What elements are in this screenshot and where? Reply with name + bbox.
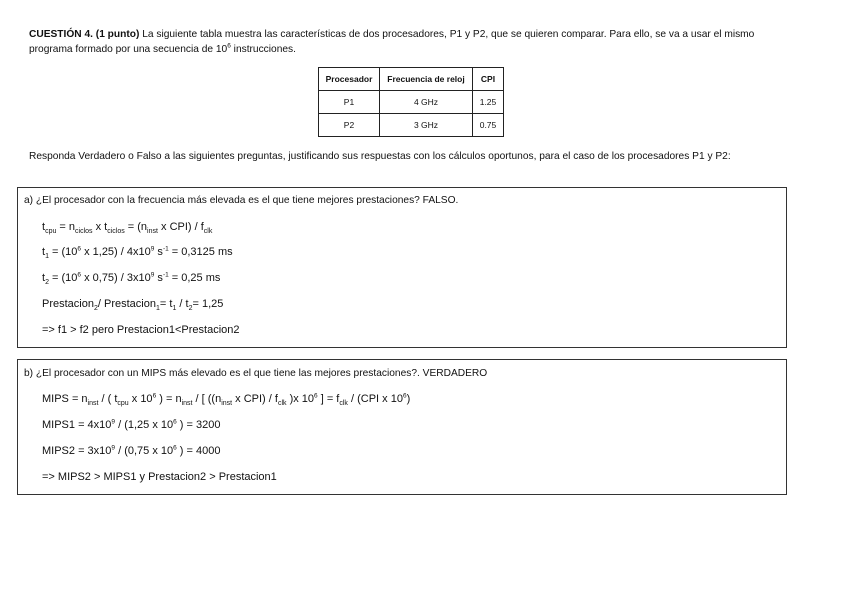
- question-intro: [29, 27, 795, 57]
- table-row: [319, 114, 504, 137]
- answer-a-question: a) ¿El procesador con la frecuencia más elevada es el que tiene mejores prestaciones? FALSO.: [24, 195, 459, 206]
- header-procesador: Procesador: [319, 68, 380, 91]
- answer-b-line-3: MIPS2 = $3x10^9 / (0,75$ x $10^6$ ) = 4000: [42, 444, 221, 457]
- answer-a-conclusion: => f1 > f2 pero Prestacion1<Prestacion2: [42, 324, 240, 336]
- cell-p2-name: P2: [319, 114, 380, 137]
- answer-b-line-1: MIPS = $n_{inst}$ / ( $t_{cpu}$ x $10^6$ ) = $n_{inst}$ / [ (($n_{inst}$ x $CPI) / f_{clk}$ )x $10^6$ ] = $f_{clk} / (CPI$ x $10^6$): [42, 392, 411, 408]
- intro-exponent: 6: [227, 42, 231, 50]
- answer-a-box: [17, 187, 787, 348]
- answer-a-line-1: $t_{cpu} = n_{ciclos}$ x $t_{ciclos} = (n_{inst}$ x $CPI) / f_{clk}$: [42, 221, 213, 236]
- question-heading: CUESTIÓN 4. (1 punto): [29, 29, 140, 40]
- instructions-text: Responda Verdadero o Falso a las siguientes preguntas, justificando sus respuestas con los cálculos oportunos, para el caso de los procesadores P1 y P2:: [29, 151, 731, 162]
- answer-b-conclusion: => MIPS2 > MIPS1 y Prestacion2 > Prestacion1: [42, 471, 277, 483]
- header-frecuencia: Frecuencia de reloj: [380, 68, 473, 91]
- answer-b-box: [17, 359, 787, 495]
- intro-text-b: instrucciones.: [230, 44, 296, 55]
- intro-text-a: La siguiente tabla muestra las características de dos procesadores, P1 y P2, que se quieren comparar. Para ello, se va a usar el mismo programa formado por una secuencia de 10: [29, 29, 755, 55]
- answer-b-line-2: MIPS1 = $4x10^9 / (1,25$ x $10^6$ ) = 3200: [42, 418, 221, 431]
- processor-table: [318, 67, 504, 137]
- answer-a-line-2: $t_1 = (10^6$ x $1,25) / 4x10^9$ $s^{-1} = 0,3125$ ms: [42, 245, 233, 261]
- header-cpi: CPI: [473, 68, 504, 91]
- cell-p1-name: P1: [319, 91, 380, 114]
- table-header-row: [319, 68, 504, 91]
- answer-a-line-3: $t_2 = (10^6$ x $0,75) / 3x10^9$ $s^{-1} = 0,25$ ms: [42, 271, 221, 287]
- answer-b-question: b) ¿El procesador con un MIPS más elevado es el que tiene las mejores prestaciones?. VERDADERO: [24, 368, 488, 379]
- table-row: [319, 91, 504, 114]
- cell-p1-freq: 4 GHz: [380, 91, 473, 114]
- answer-a-line-4: Prestacion$_2$/ Prestacion$_1$= $t_1 / t_2= 1,25$: [42, 298, 224, 313]
- cell-p1-cpi: 1.25: [473, 91, 504, 114]
- cell-p2-freq: 3 GHz: [380, 114, 473, 137]
- cell-p2-cpi: 0.75: [473, 114, 504, 137]
